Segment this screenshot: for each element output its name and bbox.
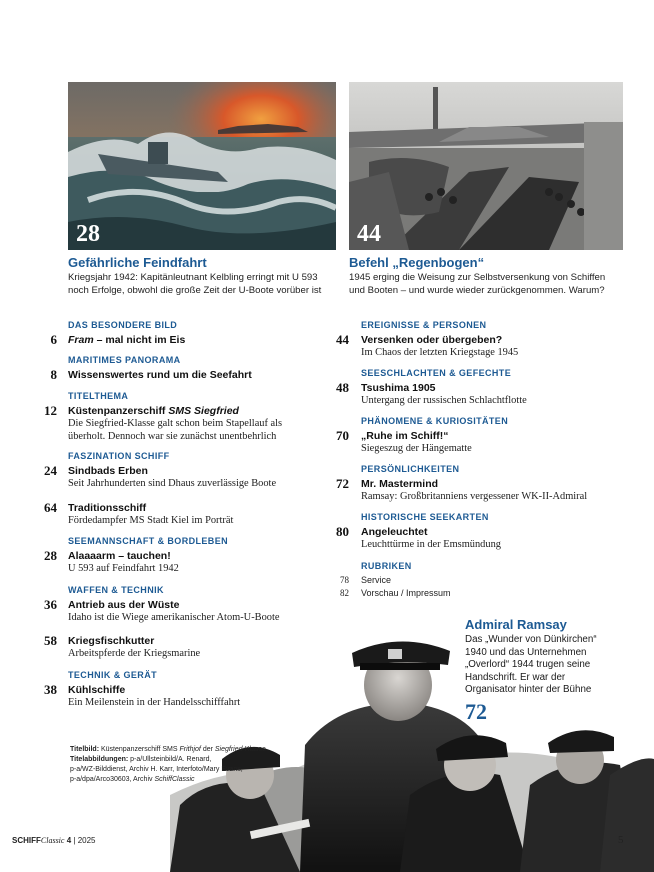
entry-title[interactable]: Traditionsschiff bbox=[68, 502, 147, 514]
feature-teaser-line: noch Erfolge, obwohl die große Zeit der U-Boote vorüber ist bbox=[68, 284, 322, 296]
entry-page-number: 44 bbox=[336, 332, 349, 347]
entry-description-line: Die Siegfried-Klasse galt schon beim Stapellauf als bbox=[68, 418, 283, 429]
entry-title[interactable]: Antrieb aus der Wüste bbox=[68, 599, 180, 611]
entry-title[interactable] bbox=[68, 405, 239, 417]
entry-title-italic: Fram bbox=[68, 334, 94, 346]
entry-page-number: 58 bbox=[44, 633, 57, 648]
entry-description bbox=[361, 442, 472, 455]
feature-teaser-line: Kriegsjahr 1942: Kapitänleutnant Kelbling erringt mit U 593 bbox=[68, 272, 318, 283]
entry-page-number: 38 bbox=[44, 682, 57, 697]
section-heading: PERSÖNLICHKEITEN bbox=[361, 464, 460, 474]
entry-page-number: 24 bbox=[44, 463, 57, 478]
section-heading: WAFFEN & TECHNIK bbox=[68, 585, 164, 595]
section-heading: TITELTHEMA bbox=[68, 391, 129, 401]
magazine-footer bbox=[12, 836, 95, 845]
ramsay-page-number: 72 bbox=[465, 699, 487, 724]
page-number: 5 bbox=[618, 834, 624, 846]
credit-italic: Frithjof bbox=[179, 746, 201, 753]
ramsay-title[interactable]: Admiral Ramsay bbox=[465, 617, 567, 632]
cover-credits bbox=[70, 745, 266, 785]
feature-title[interactable]: Gefährliche Feindfahrt bbox=[68, 255, 207, 270]
feature-teaser-line: und Booten – und wurde wieder zurückgenommen. Warum? bbox=[349, 284, 605, 296]
footer-divider: | bbox=[73, 836, 76, 845]
entry-description-line: Ramsay: Großbritanniens vergessener WK-II-Admiral bbox=[361, 491, 588, 502]
ramsay-teaser bbox=[465, 634, 597, 697]
entry-title[interactable]: Kühlschiffe bbox=[68, 684, 126, 696]
feature-page-number: 28 bbox=[76, 221, 100, 247]
entry-description bbox=[68, 514, 233, 527]
entry-page-number: 64 bbox=[44, 500, 57, 515]
entry-description bbox=[68, 417, 282, 443]
harbour-photo-art bbox=[349, 82, 623, 250]
credit-italic: Siegfried bbox=[214, 746, 243, 753]
entry-page-number: 6 bbox=[50, 332, 57, 347]
credit-text: der bbox=[200, 746, 215, 753]
brand-name: SCHIFF bbox=[12, 836, 41, 845]
credit-text: Küstenpanzerschiff SMS bbox=[99, 746, 180, 753]
ramsay-teaser-line: Das „Wunder von Dünkirchen“ bbox=[465, 634, 597, 645]
rubric-page-number: 78 bbox=[340, 575, 349, 585]
entry-title[interactable]: Angeleuchtet bbox=[361, 526, 428, 538]
ramsay-teaser-line: Handschrift. Er war der bbox=[465, 671, 566, 683]
feature-teaser bbox=[68, 272, 321, 297]
entry-title[interactable]: Mr. Mastermind bbox=[361, 478, 439, 490]
entry-description-line: Arbeitspferde der Kriegsmarine bbox=[68, 648, 201, 659]
credit-text: -Klasse bbox=[242, 746, 266, 753]
harbour-photo[interactable] bbox=[349, 82, 623, 250]
entry-description bbox=[68, 562, 179, 575]
entry-page-number: 72 bbox=[336, 476, 349, 491]
ramsay-teaser-line: Organisator hinter der Bühne bbox=[465, 684, 592, 695]
entry-title[interactable]: Alaaaarm – tauchen! bbox=[68, 550, 171, 562]
entry-title[interactable]: Sindbads Erben bbox=[68, 465, 148, 477]
entry-description-line: U 593 auf Feindfahrt 1942 bbox=[68, 563, 179, 574]
entry-description bbox=[361, 538, 501, 551]
entry-title-rest: – mal nicht im Eis bbox=[93, 334, 186, 346]
uboat-painting-art bbox=[68, 82, 336, 250]
entry-title-italic: SMS Siegfried bbox=[168, 405, 239, 417]
entry-description bbox=[361, 394, 527, 407]
entry-description bbox=[68, 477, 276, 490]
entry-description-line: überholt. Dennoch war sie zunächst unentbehrlich bbox=[68, 431, 277, 442]
section-heading: RUBRIKEN bbox=[361, 561, 412, 571]
credit-label: Titelbild: bbox=[70, 746, 100, 753]
brand-name-italic: Classic bbox=[40, 836, 65, 845]
rubric-service-link[interactable]: Service bbox=[361, 575, 392, 585]
entry-title[interactable]: Versenken oder übergeben? bbox=[361, 334, 503, 346]
credit-text: p-a/dpa/Arco30603, Archiv bbox=[70, 776, 155, 783]
feature-teaser bbox=[349, 272, 605, 297]
entry-page-number: 48 bbox=[336, 380, 349, 395]
section-heading: MARITIMES PANORAMA bbox=[68, 355, 181, 365]
entry-page-number: 8 bbox=[50, 367, 57, 382]
entry-description-line: Im Chaos der letzten Kriegstage 1945 bbox=[361, 347, 519, 358]
ramsay-teaser-line: 1940 und das Unternehmen bbox=[465, 646, 587, 658]
section-heading: FASZINATION SCHIFF bbox=[68, 451, 170, 461]
feature-title[interactable]: Befehl „Regenbogen“ bbox=[349, 255, 485, 270]
entry-page-number: 70 bbox=[336, 428, 349, 443]
entry-page-number: 28 bbox=[44, 548, 57, 563]
entry-title[interactable] bbox=[68, 334, 185, 346]
credit-label: Titelabbildungen: bbox=[70, 756, 129, 763]
section-heading: HISTORISCHE SEEKARTEN bbox=[361, 512, 489, 522]
entry-title[interactable]: „Ruhe im Schiff!“ bbox=[361, 430, 449, 442]
issue-number: 4 bbox=[66, 836, 72, 845]
rubric-preview-link[interactable]: Vorschau / Impressum bbox=[361, 588, 451, 598]
section-heading: SEEMANNSCHAFT & BORDLEBEN bbox=[68, 536, 229, 546]
entry-description bbox=[361, 490, 587, 503]
entry-description-line: Siegeszug der Hängematte bbox=[361, 443, 472, 454]
feature-teaser-line: 1945 erging die Weisung zur Selbstversenkung von Schiffen bbox=[349, 272, 606, 283]
credit-italic: SchiffClassic bbox=[154, 776, 195, 783]
rubric-page-number: 82 bbox=[340, 588, 349, 598]
feature-page-number: 44 bbox=[357, 221, 381, 247]
cover-images-credit bbox=[70, 755, 266, 765]
entry-title-rest: Küstenpanzerschiff bbox=[68, 405, 169, 417]
entry-description-line: Idaho ist die Wiege amerikanischer Atom-U-Boote bbox=[68, 612, 280, 623]
entry-description bbox=[361, 346, 518, 359]
section-heading: PHÄNOMENE & KURIOSITÄTEN bbox=[361, 416, 509, 426]
cover-image-credit bbox=[70, 745, 266, 755]
section-heading: TECHNIK & GERÄT bbox=[68, 670, 157, 680]
entry-title[interactable]: Tsushima 1905 bbox=[361, 382, 436, 394]
section-heading: DAS BESONDERE BILD bbox=[68, 320, 178, 330]
entry-description-line: Leuchttürme in der Emsmündung bbox=[361, 539, 501, 550]
entry-description-line: Untergang der russischen Schlachtflotte bbox=[361, 395, 527, 406]
ramsay-teaser-line: „Overlord“ 1944 trugen seine bbox=[465, 659, 591, 670]
entry-description-line: Seit Jahrhunderten sind Dhaus zuverlässige Boote bbox=[68, 478, 277, 489]
credit-line bbox=[70, 775, 266, 785]
entry-page-number: 12 bbox=[44, 403, 57, 418]
section-heading: EREIGNISSE & PERSONEN bbox=[361, 320, 487, 330]
entry-description-line: Ein Meilenstein in der Handelsschifffahrt bbox=[68, 697, 241, 708]
section-heading: SEESCHLACHTEN & GEFECHTE bbox=[361, 368, 512, 378]
entry-title[interactable]: Kriegsfischkutter bbox=[68, 635, 155, 647]
uboat-painting[interactable] bbox=[68, 82, 336, 250]
entry-description-line: Fördedampfer MS Stadt Kiel im Porträt bbox=[68, 515, 234, 526]
entry-description bbox=[68, 611, 279, 624]
issue-year: 2025 bbox=[77, 836, 96, 845]
entry-title[interactable]: Wissenswertes rund um die Seefahrt bbox=[68, 369, 252, 381]
credit-text: p-a/Ullsteinbild/A. Renard, bbox=[128, 756, 212, 763]
entry-page-number: 80 bbox=[336, 524, 349, 539]
entry-page-number: 36 bbox=[44, 597, 57, 612]
credit-line: p-a/WZ-Bilddienst, Archiv H. Karr, Interfoto/Mary Evans, bbox=[70, 766, 243, 773]
